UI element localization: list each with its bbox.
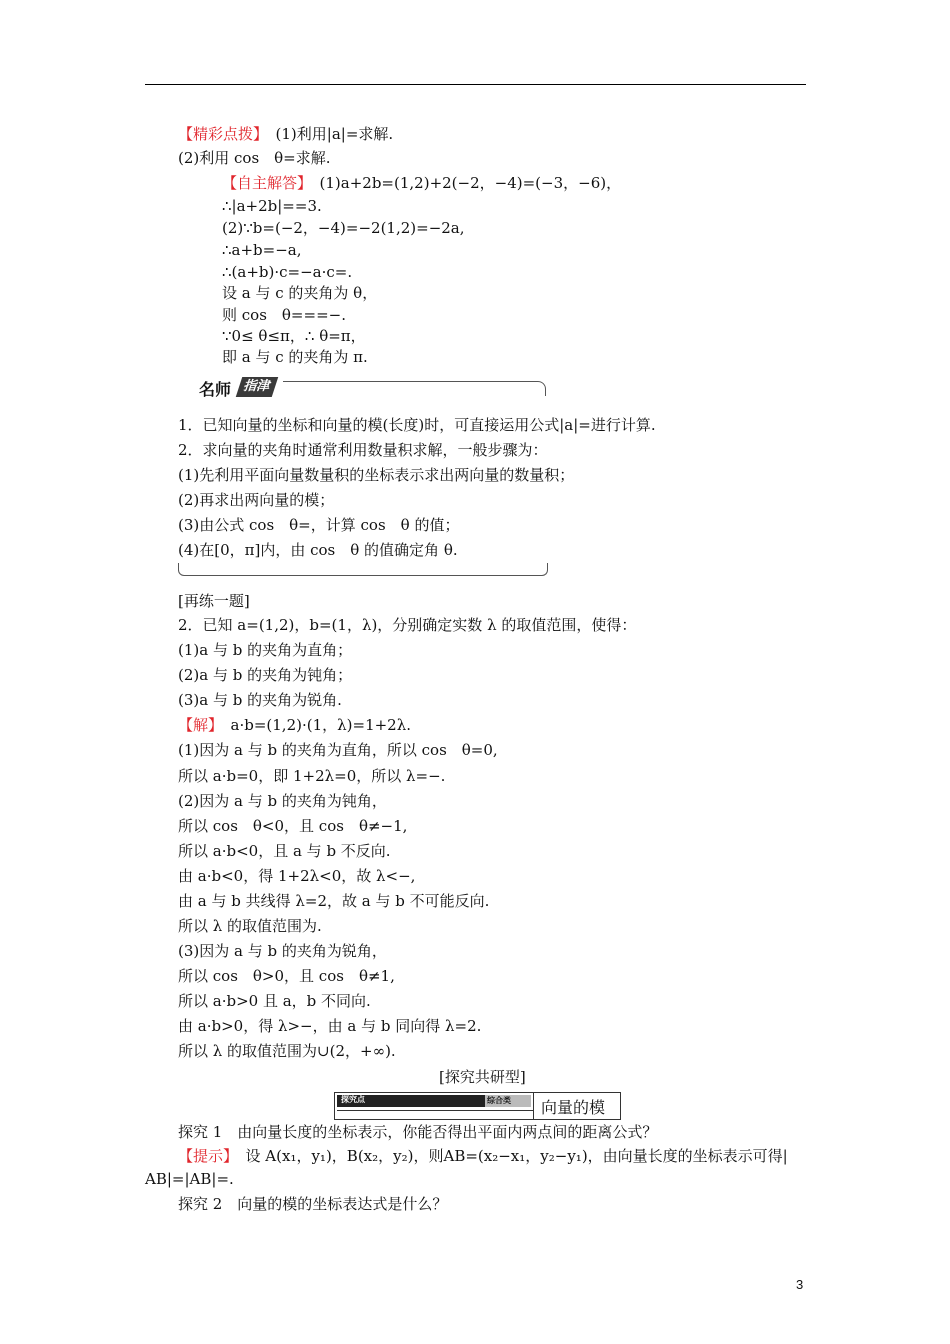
practice-item-3: (3)a 与 b 的夹角为锐角.	[178, 691, 342, 709]
solution-line-13: 由 a·b>0，得 λ>−，由 a 与 b 同向得 λ=2.	[178, 1017, 482, 1035]
answer-line-3: (2)∵b=(−2，−4)=−2(1,2)=−2a,	[222, 219, 465, 237]
solution-line-10: (3)因为 a 与 b 的夹角为锐角，	[178, 942, 387, 960]
topic-bar-separator	[533, 1093, 534, 1119]
tips-line-2: 2．求向量的夹角时通常利用数量积求解，一般步骤为：	[178, 441, 548, 459]
hint-explore-1-cont: AB|=|AB|=.	[145, 1170, 234, 1188]
solution-line-4: (2)因为 a 与 b 的夹角为钝角，	[178, 792, 387, 810]
answer-line-4: ∴a+b=−a,	[222, 241, 302, 259]
practice-item-2: (2)a 与 b 的夹角为钝角；	[178, 666, 353, 684]
section-heading: [探究共研型]	[439, 1068, 526, 1086]
solution-line-8: 由 a 与 b 共线得 λ=2，故 a 与 b 不可能反向.	[178, 892, 490, 910]
answer-line-9: 即 a 与 c 的夹角为 π.	[222, 348, 368, 366]
answer-line-8: ∵0≤ θ≤π，∴ θ=π，	[222, 327, 366, 345]
explore-2: 探究 2 向量的模的坐标表达式是什么？	[178, 1195, 448, 1213]
hint-line-2: (2)利用 cos θ=求解.	[178, 149, 331, 167]
topic-bar	[334, 1092, 621, 1120]
practice-question: 2．已知 a=(1,2)，b=(1，λ)，分别确定实数 λ 的取值范围，使得：	[178, 616, 637, 634]
answer-line-7: 则 cos θ===−.	[222, 306, 346, 324]
solution-line-7: 由 a·b<0，得 1+2λ<0，故 λ<−,	[178, 867, 416, 885]
solution-line-9: 所以 λ 的取值范围为.	[178, 917, 322, 935]
hint-line-1: 【精彩点拨】 (1)利用|a|=求解.	[178, 125, 394, 143]
answer-line-2: ∴|a+2b|==3.	[222, 197, 322, 215]
solution-line-3: 所以 a·b=0，即 1+2λ=0，所以 λ=−.	[178, 767, 446, 785]
page-number: 3	[796, 1277, 804, 1292]
tips-box-bottom-border	[178, 563, 548, 576]
solution-line-1: 【解】 a·b=(1,2)·(1，λ)=1+2λ.	[178, 716, 411, 734]
solution-line-5: 所以 cos θ<0，且 cos θ≠−1,	[178, 817, 408, 835]
solution-line-2: (1)因为 a 与 b 的夹角为直角，所以 cos θ=0,	[178, 741, 498, 759]
teacher-tips-heading: 名师 指津	[193, 375, 283, 401]
solution-line-11: 所以 cos θ>0，且 cos θ≠1,	[178, 967, 395, 985]
solution-line-6: 所以 a·b<0，且 a 与 b 不反向.	[178, 842, 391, 860]
solution-line-12: 所以 a·b>0 且 a，b 不同向.	[178, 992, 371, 1010]
answer-line-1: 【自主解答】 (1)a+2b=(1,2)+2(−2，−4)=(−3，−6)，	[222, 174, 622, 192]
topic-category-label: 综合类	[487, 1096, 511, 1105]
tips-box-top-border	[283, 381, 546, 396]
tips-line-3: (1)先利用平面向量数量积的坐标表示求出两向量的数量积；	[178, 466, 575, 484]
explore-1: 探究 1 由向量长度的坐标表示，你能否得出平面内两点间的距离公式？	[178, 1123, 658, 1141]
practice-item-1: (1)a 与 b 的夹角为直角；	[178, 641, 353, 659]
answer-line-5: ∴(a+b)·c=−a·c=.	[222, 263, 353, 281]
tips-line-4: (2)再求出两向量的模；	[178, 491, 335, 509]
tips-line-6: (4)在[0，π]内，由 cos θ 的值确定角 θ.	[178, 541, 458, 559]
answer-line-6: 设 a 与 c 的夹角为 θ，	[222, 284, 378, 302]
header-rule	[145, 84, 806, 85]
topic-bar-underline	[337, 1110, 533, 1111]
topic-bar-dark: 探究点	[337, 1095, 487, 1107]
solution-line-14: 所以 λ 的取值范围为∪(2，+∞).	[178, 1042, 396, 1060]
practice-heading: [再练一题]	[178, 592, 250, 610]
hint-explore-1: 【提示】 设 A(x₁，y₁)，B(x₂，y₂)，则AB=(x₂−x₁，y₂−y₁)，由向量长度的坐标表示可得|	[178, 1147, 788, 1165]
tips-line-5: (3)由公式 cos θ=，计算 cos θ 的值；	[178, 516, 460, 534]
topic-title: 向量的模	[541, 1098, 606, 1117]
tips-line-1: 1．已知向量的坐标和向量的模(长度)时，可直接运用公式|a|=进行计算.	[178, 416, 656, 434]
